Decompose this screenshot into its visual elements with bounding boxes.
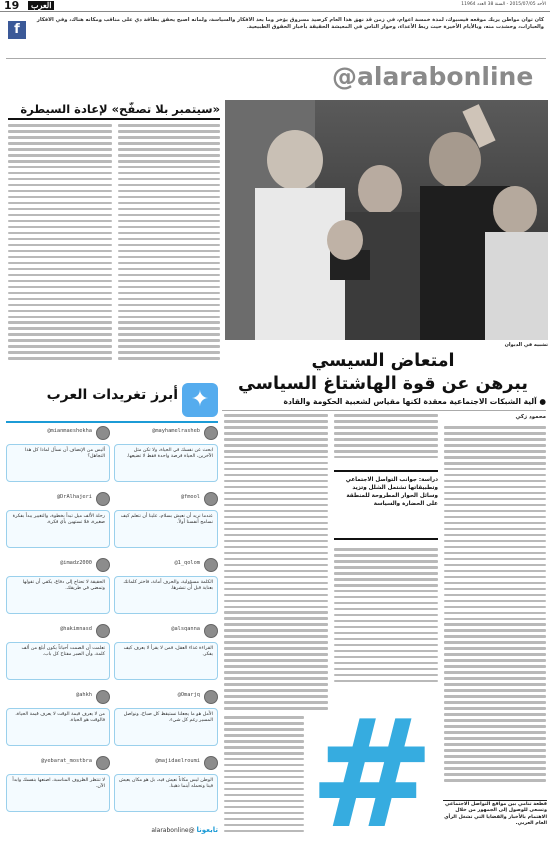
tweet-card <box>6 426 110 486</box>
tweet-card <box>114 426 218 486</box>
avatar <box>204 558 218 572</box>
bottom-box-text: قطعة تنامي بين مواقع التواصل الاجتماعي وتسعى للوصول إلى الجمهور من خلال الاهتمام بالأخبار والقضايا التي تشغل الرأي العام العربي. <box>443 800 547 840</box>
masthead <box>0 0 550 12</box>
issue-line: الأحد 2015/07/05 - السنة 38 العدد 11964 <box>461 2 546 7</box>
tweet-text: لا تنتظر الظروف المناسبة، اصنعها بنفسك وابدأ الآن. <box>6 774 110 812</box>
tweet-handle[interactable]: @1_qolom <box>174 560 200 566</box>
tweet-handle[interactable]: @ahkh <box>76 692 92 698</box>
avatar <box>204 624 218 638</box>
pull-quote: دراسة: جوانب التواصل الاجتماعي وتطبيقاتها تشتمل الشلل وتزيد وسائل الحوار المطروحة للمنطقة على الحضارة والسياسة <box>334 470 438 540</box>
photo-caption: تشبيه في الديوان <box>504 342 548 348</box>
tweet-handle[interactable]: @Omarjq <box>177 692 200 698</box>
avatar <box>96 690 110 704</box>
tweet-handle[interactable]: @imadz2000 <box>60 560 92 566</box>
tweet-text: من لا يعرف قيمة الوقت لا يعرف قيمة الحياة، فالوقت هو الحياة. <box>6 708 110 746</box>
tweet-text: القراءة غذاء العقل، فمن لا يقرأ لا يعرف كيف يفكر. <box>114 642 218 680</box>
tweet-text: رحلة الألف ميل تبدأ بخطوة، والتغيير يبدأ بفكرة صغيرة، فلا تستهين بأي فكرة. <box>6 510 110 548</box>
tweet-handle[interactable]: @hakimnasd <box>60 626 92 632</box>
follow-us <box>6 826 218 839</box>
facebook-icon: f <box>8 21 26 39</box>
tweet-text: الوطن ليس مكاناً نعيش فيه، بل هو مكان يعيش فينا ونحمله أينما ذهبنا. <box>114 774 218 812</box>
site-handle: @alarabonline <box>332 62 534 91</box>
tweet-card <box>6 558 110 618</box>
twitter-section-header <box>6 383 218 423</box>
tweet-handle[interactable]: @DrAlhajeri <box>56 494 92 500</box>
article-column-3-bottom <box>224 716 304 838</box>
avatar <box>204 426 218 440</box>
avatar <box>96 426 110 440</box>
tweet-card <box>114 492 218 552</box>
article-column-3 <box>224 414 328 714</box>
tweet-text: الحقيقة لا تحتاج إلى دفاع، يكفي أن تقولها وتمضي في طريقك. <box>6 576 110 614</box>
teaser-text: كان توان مواطن يربك موقعه فيسبوك، لمدة خمسة أعوام، في زمن قد نهق هذا العام كرصيد مسروق يؤخر وما بعد الأفكار والسياسة، ولمانه أصبح يحقق بطاقة دي على مناقب ومكانه هناك، وفي الأفكار والعبارات، وحشدت منه، وبالأيام الأخيرة حيث ربط الأعداء، وحوار الناس في المعيشة الحقيقة بأخبار الحقوق الطبيعية. <box>36 17 544 31</box>
divider <box>6 58 546 59</box>
divider <box>222 410 546 411</box>
follow-label: تابعونا <box>196 826 218 834</box>
avatar <box>96 492 110 506</box>
tweet-text: الأمل هو ما يجعلنا نستيقظ كل صباح، ونواصل المسير رغم كل شيء. <box>114 708 218 746</box>
subheadline: ● آلية الشبكات الاجتماعية معقدة لكنها مقياس لشعبية الحكومة والقادة <box>283 397 546 406</box>
avatar <box>204 756 218 770</box>
avatar <box>96 756 110 770</box>
opinion-title: «سيتمبر بلا تصفّح» لإعادة السيطرة <box>8 98 220 120</box>
tweet-handle[interactable]: @alsqanna <box>171 626 200 632</box>
avatar <box>204 690 218 704</box>
tweet-handle[interactable]: @fmool <box>180 494 200 500</box>
article-column-2 <box>334 548 438 708</box>
avatar <box>204 492 218 506</box>
headline-line-2: يبرهن عن قوة الهاشتاغ السياسي <box>238 374 528 394</box>
tweet-text: ابحث عن نفسك في الحياة، ولا تكن مثل الآخرين، الحياة فرصة واحدة فقط لا تضيعها. <box>114 444 218 482</box>
newspaper-logo: العرب <box>28 1 54 10</box>
article-column-1 <box>444 426 546 798</box>
tweet-card <box>114 624 218 684</box>
selfie-crowd-image <box>225 100 548 340</box>
tweet-text: عندما نريد أن نعيش بسلام، علينا أن نتعلم كيف نسامح أنفسنا أولاً. <box>114 510 218 548</box>
tweet-text: أليس من الإنصاف أن نسأل لماذا كل هذا التجاهل؟ <box>6 444 110 482</box>
twitter-bird-icon: ✦ <box>182 383 218 417</box>
hashtag-graphic: # <box>309 705 435 843</box>
opinion-column-left <box>8 124 112 376</box>
tweet-card <box>6 690 110 750</box>
byline: محمود زكي <box>515 414 546 420</box>
page-number: 19 <box>4 0 20 12</box>
article-column-2-top <box>334 414 438 470</box>
tweet-handle[interactable]: @mianmaeshekha <box>47 428 92 434</box>
tweet-card <box>6 624 110 684</box>
opinion-column-right <box>118 124 220 376</box>
tweet-card <box>114 690 218 750</box>
twitter-section-title: أبرز تغريدات العرب <box>46 387 178 403</box>
headline-line-1: امتعاض السيسي <box>311 351 455 371</box>
avatar <box>96 558 110 572</box>
tweet-handle[interactable]: @yebarat_mostbra <box>40 758 92 764</box>
avatar <box>96 624 110 638</box>
tweet-card <box>6 492 110 552</box>
follow-handle[interactable]: @alarabonline <box>151 827 195 834</box>
tweet-card <box>114 558 218 618</box>
tweets-grid <box>6 426 218 824</box>
tweet-handle[interactable]: @majidaelroumi <box>155 758 200 764</box>
main-photo <box>225 100 548 340</box>
tweet-text: الكلمة مسؤولية، والحرف أمانة، فاختر كلماتك بعناية قبل أن تنشرها. <box>114 576 218 614</box>
tweet-card <box>6 756 110 816</box>
tweet-handle[interactable]: @mayhamelrasheb <box>152 428 200 434</box>
tweet-card <box>114 756 218 816</box>
tweet-text: تعلمت أن الصمت أحياناً يكون أبلغ من ألف كلمة، وأن الصبر مفتاح كل باب. <box>6 642 110 680</box>
